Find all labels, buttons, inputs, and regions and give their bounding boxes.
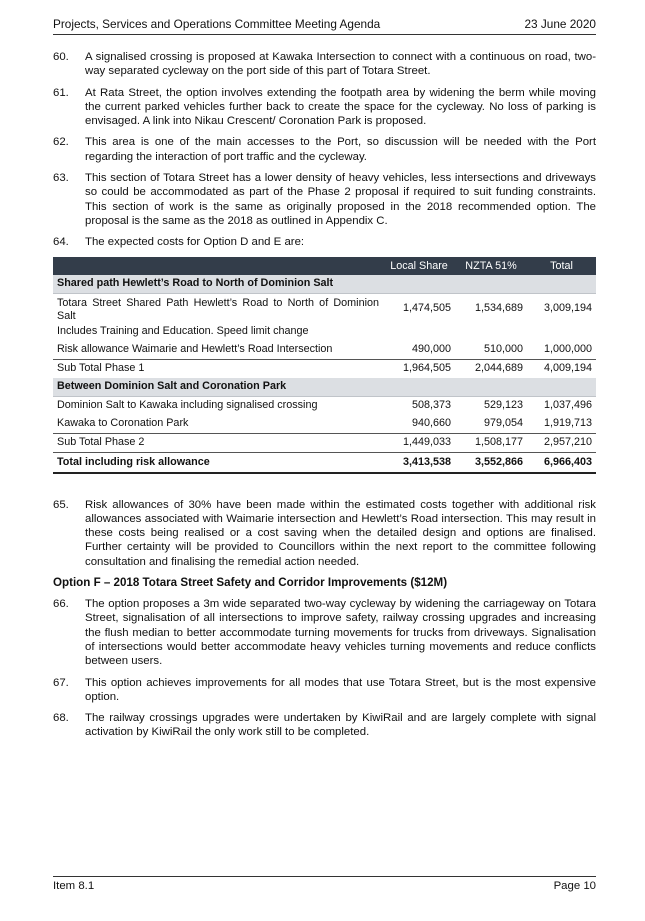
paragraph-text: The expected costs for Option D and E are: [85,236,305,249]
paragraph-number: 65. [53,498,69,511]
paragraph-64 [53,235,596,249]
paragraph-text: A signalised crossing is proposed at Kawaka Intersection to connect with a continuous on road, two-way separated cycleway on the port side of this part of Totara Street. [85,51,596,78]
paragraph-text: The railway crossings upgrades were undertaken by KiwiRail and are largely complete with signal activation by KiwiRail the only work still to be completed. [85,712,596,739]
paragraph-number: 61. [53,86,69,99]
paragraph-text: This area is one of the main accesses to the Port, so discussion will be needed with the Port regarding the interaction of port traffic and the cycleway. [85,136,596,163]
paragraph-text: This section of Totara Street has a lower density of heavy vehicles, less intersections and driveways so could be accommodated as part of the Phase 2 proposal if required to suit funding constraints. This section of work is the same as originally proposed in the 2018 recommended option. The proposal is the same as the 2018 as outlined in Appendix C. [85,172,596,227]
paragraph-62 [53,135,596,164]
section-heading: Option F – 2018 Totara Street Safety and Corridor Improvements ($12M) [53,576,448,590]
paragraph-text: This option achieves improvements for all modes that use Totara Street, but is the most expensive option. [85,676,596,703]
section-row [53,275,596,294]
header-date: 23 June 2020 [524,17,596,31]
header-blank [53,257,383,275]
header-title: Projects, Services and Operations Committee Meeting Agenda [53,17,381,31]
paragraph-61 [53,86,596,129]
paragraph-number: 62. [53,136,69,149]
paragraph-66 [53,597,596,668]
row-total: 4,009,194 [543,362,592,375]
header-local-share: Local Share [383,257,455,275]
row-nzta: 510,000 [455,341,527,360]
row-label: Total including risk allowance [53,452,383,473]
section-title: Between Dominion Salt and Coronation Park [53,378,596,397]
row-local: 1,964,505 [402,362,451,375]
table-row [53,415,596,434]
paragraph-number: 60. [53,51,69,63]
page-header [53,17,596,35]
paragraph-60 [53,50,596,79]
paragraph-text: Risk allowances of 30% have been made within the estimated costs together with additional risk allowances associated with Waimarie intersection and Hewlett’s Road intersection. This may result in these costs being realised or a cost saving when the detailed design and options are finalised. Further certainty will be provided to Councillors within the next report to the committee following consultation and finalising the remedial action needed. [85,498,596,568]
row-total: 1,919,713 [527,415,596,434]
header-total: Total [527,257,596,275]
row-nzta: 1,534,689 [474,301,523,314]
row-total: 3,009,194 [543,301,592,314]
row-total: 6,966,403 [527,452,596,473]
row-nzta: 3,552,866 [455,452,527,473]
header-nzta: NZTA 51% [455,257,527,275]
row-local: 3,413,538 [383,452,455,473]
row-total: 2,957,210 [543,436,592,449]
paragraph-63 [53,171,596,228]
footer-item: Item 8.1 [53,880,95,892]
subtotal-row [53,433,596,452]
row-nzta: 2,044,689 [474,362,523,375]
paragraph-text: At Rata Street, the option involves extending the footpath area by widening the berm while moving the current parked vehicles further back to create the space for the cycleway. No loss of parking is envisaged. A link into Nikau Crescent/ Coronation Park is proposed. [85,86,596,128]
paragraph-number: 68. [53,712,69,725]
row-nzta: 979,054 [455,415,527,434]
row-label: Sub Total Phase 1 [57,362,145,375]
paragraph-65 [53,498,596,569]
row-local: 940,660 [383,415,455,434]
paragraph-number: 63. [53,172,69,185]
row-label: Dominion Salt to Kawaka including signalised crossing [57,399,318,412]
paragraph-text: The option proposes a 3m wide separated two-way cycleway by widening the carriageway on Totara Street, signalisation of all intersections to improve safety, railway crossing upgrades and increasing the flush median to better accommodate turning movements for trucks from driveways. Signalisation of intersections would better accommodate heavy vehicles turning movements and reduce conflicts between users. [85,598,596,668]
paragraph-68 [53,711,596,740]
row-local: 508,373 [411,399,451,412]
footer-page: Page 10 [553,880,596,892]
total-row [53,452,596,473]
row-total: 1,037,496 [543,399,592,412]
row-label: Totara Street Shared Path Hewlett’s Road to North of Dominion Salt [57,296,379,322]
paragraph-number: 66. [53,598,69,611]
row-label: Risk allowance Waimarie and Hewlett’s Road Intersection [53,341,383,360]
paragraph-67 [53,676,596,705]
table-row [53,293,596,323]
table-header-row [53,257,596,275]
row-local: 1,474,505 [402,301,451,314]
row-total: 1,000,000 [527,341,596,360]
row-label: Sub Total Phase 2 [57,436,145,449]
row-local: 1,449,033 [402,436,451,449]
row-label: Kawaka to Coronation Park [53,415,383,434]
section-row [53,378,596,397]
section-title: Shared path Hewlett’s Road to North of Dominion Salt [53,275,596,294]
paragraph-number: 64. [53,236,69,249]
table-row [53,323,596,341]
table-row [53,341,596,360]
table-row [53,396,596,415]
document-body [53,50,596,747]
page-footer [53,876,596,892]
paragraph-number: 67. [53,676,69,689]
row-local: 490,000 [383,341,455,360]
row-nzta: 529,123 [483,399,523,412]
cost-table [53,257,596,474]
subtotal-row [53,359,596,378]
row-nzta: 1,508,177 [474,436,523,449]
row-note: Includes Training and Education. Speed limit change [57,325,309,338]
